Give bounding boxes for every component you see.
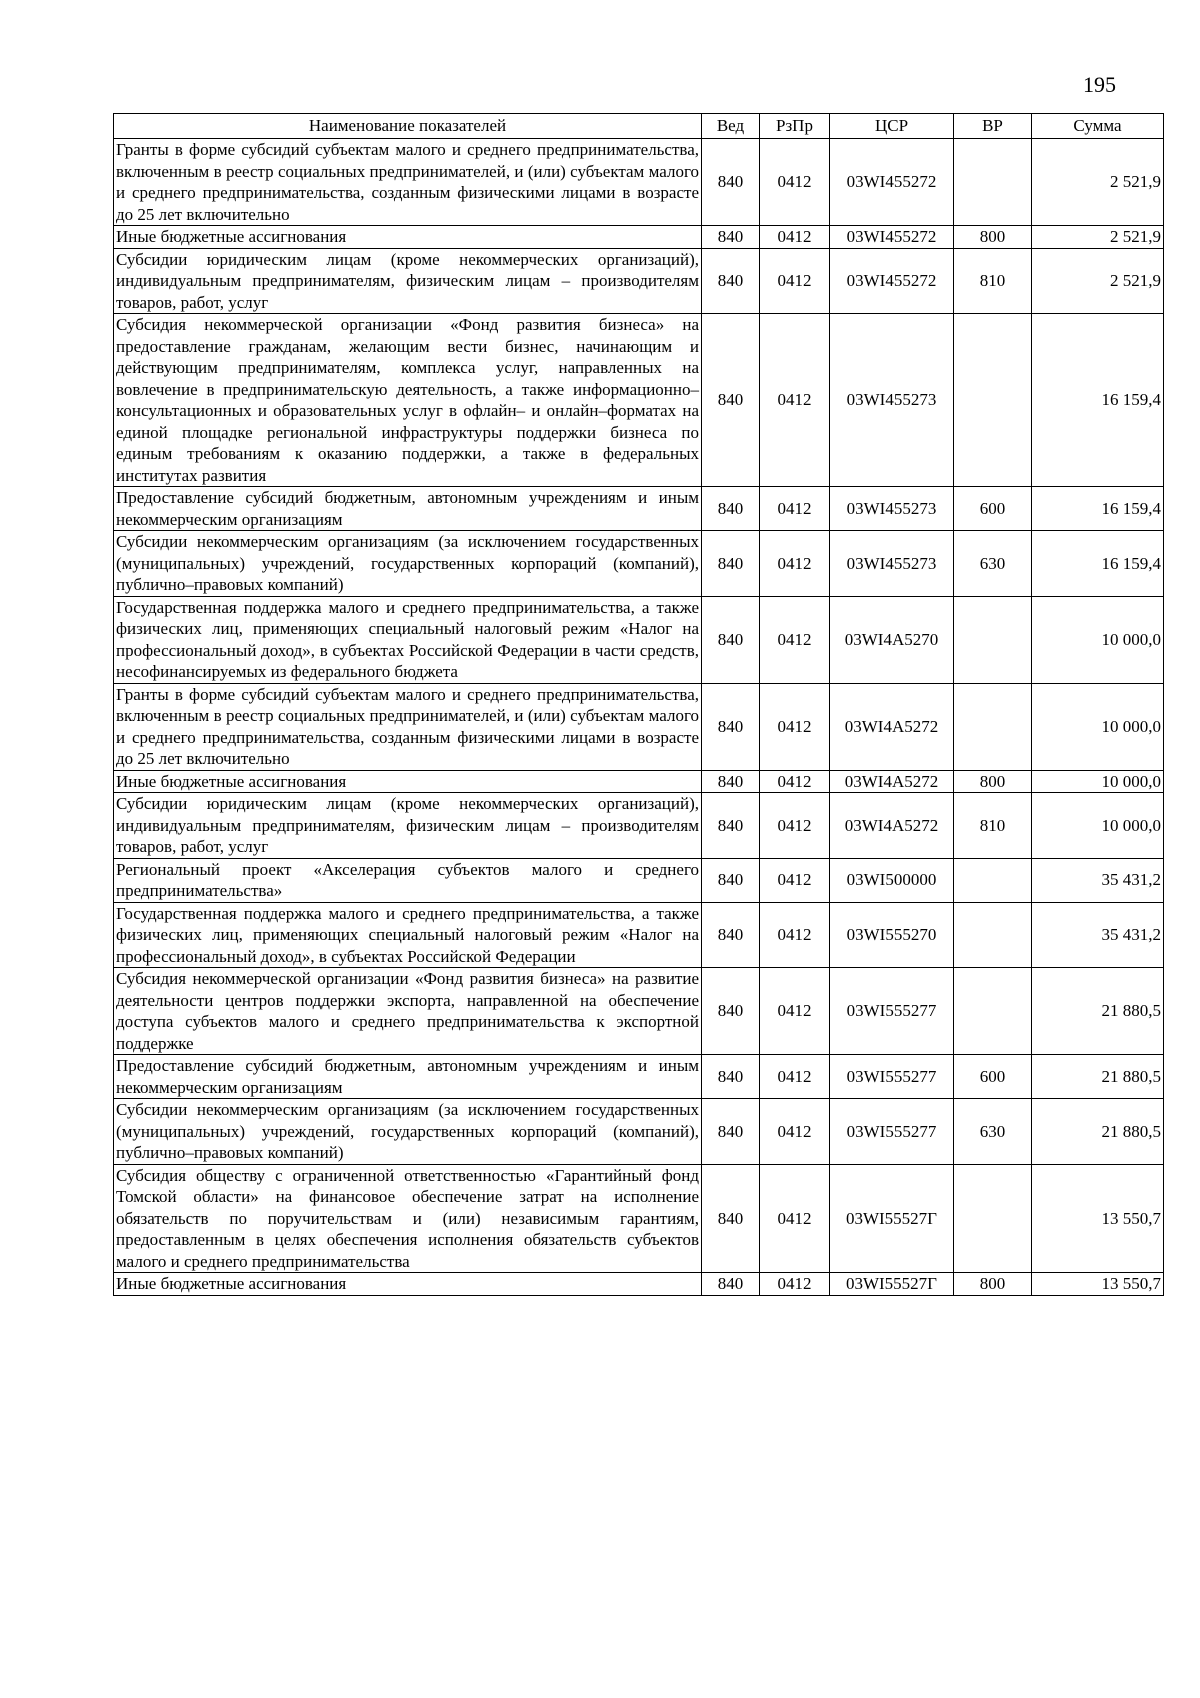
cell-vr: 810 xyxy=(954,793,1032,859)
cell-name: Гранты в форме субсидий субъектам малого и среднего предпринимательства, включенным в реестр социальных предпринимателей, и (или) субъектам малого и среднего предпринимательства, созданным физическими лицами в возрасте до 25 лет включительно xyxy=(114,139,702,226)
cell-rzpr: 0412 xyxy=(760,139,830,226)
cell-rzpr: 0412 xyxy=(760,1055,830,1099)
cell-csr: 03WI55527Г xyxy=(830,1164,954,1273)
cell-sum: 10 000,0 xyxy=(1032,683,1164,770)
cell-ved: 840 xyxy=(702,596,760,683)
cell-vr xyxy=(954,683,1032,770)
cell-sum: 13 550,7 xyxy=(1032,1164,1164,1273)
table-row xyxy=(114,248,1164,314)
cell-rzpr: 0412 xyxy=(760,683,830,770)
table-row xyxy=(114,902,1164,968)
cell-ved: 840 xyxy=(702,968,760,1055)
cell-sum: 16 159,4 xyxy=(1032,531,1164,597)
cell-rzpr: 0412 xyxy=(760,531,830,597)
cell-rzpr: 0412 xyxy=(760,226,830,249)
table-row xyxy=(114,226,1164,249)
cell-sum: 2 521,9 xyxy=(1032,226,1164,249)
cell-csr: 03WI555277 xyxy=(830,1055,954,1099)
cell-sum: 16 159,4 xyxy=(1032,487,1164,531)
cell-ved: 840 xyxy=(702,1055,760,1099)
table-row xyxy=(114,683,1164,770)
cell-sum: 10 000,0 xyxy=(1032,596,1164,683)
cell-rzpr: 0412 xyxy=(760,487,830,531)
cell-sum: 13 550,7 xyxy=(1032,1273,1164,1296)
header-ved: Вед xyxy=(702,114,760,139)
cell-csr: 03WI4A5272 xyxy=(830,770,954,793)
cell-vr xyxy=(954,902,1032,968)
cell-vr: 800 xyxy=(954,226,1032,249)
cell-rzpr: 0412 xyxy=(760,1099,830,1165)
cell-name: Региональный проект «Акселерация субъектов малого и среднего предпринимательства» xyxy=(114,858,702,902)
cell-vr: 810 xyxy=(954,248,1032,314)
cell-csr: 03WI4A5270 xyxy=(830,596,954,683)
table-row xyxy=(114,531,1164,597)
cell-ved: 840 xyxy=(702,139,760,226)
table-row xyxy=(114,968,1164,1055)
cell-sum: 21 880,5 xyxy=(1032,1099,1164,1165)
cell-csr: 03WI455273 xyxy=(830,531,954,597)
cell-sum: 16 159,4 xyxy=(1032,314,1164,487)
cell-vr: 800 xyxy=(954,770,1032,793)
cell-ved: 840 xyxy=(702,248,760,314)
cell-name: Субсидии некоммерческим организациям (за исключением государственных (муниципальных) учреждений, государственных корпораций (компаний), публично–правовых компаний) xyxy=(114,1099,702,1165)
cell-csr: 03WI455272 xyxy=(830,139,954,226)
cell-csr: 03WI55527Г xyxy=(830,1273,954,1296)
cell-vr xyxy=(954,1164,1032,1273)
cell-ved: 840 xyxy=(702,1099,760,1165)
cell-ved: 840 xyxy=(702,487,760,531)
cell-rzpr: 0412 xyxy=(760,596,830,683)
cell-name: Государственная поддержка малого и среднего предпринимательства, а также физических лиц, применяющих специальный налоговый режим «Налог на профессиональный доход», в субъектах Российской Федерации в части средств, несофинансируемых из федерального бюджета xyxy=(114,596,702,683)
table-header-row xyxy=(114,114,1164,139)
cell-ved: 840 xyxy=(702,858,760,902)
cell-name: Субсидия некоммерческой организации «Фонд развития бизнеса» на предоставление гражданам, желающим вести бизнес, начинающим и действующим предпринимателям, комплекса услуг, направленных на вовлечение в предпринимательскую деятельность, а также информационно–консультационных и образовательных услуг в офлайн– и онлайн–форматах на единой площадке региональной инфраструктуры поддержки бизнеса по единым требованиям к оказанию поддержки, а также в федеральных институтах развития xyxy=(114,314,702,487)
header-name: Наименование показателей xyxy=(114,114,702,139)
cell-rzpr: 0412 xyxy=(760,770,830,793)
header-rzpr: РзПр xyxy=(760,114,830,139)
budget-table xyxy=(113,113,1164,1296)
cell-ved: 840 xyxy=(702,902,760,968)
table-row xyxy=(114,1273,1164,1296)
cell-vr: 600 xyxy=(954,487,1032,531)
cell-name: Субсидии юридическим лицам (кроме некоммерческих организаций), индивидуальным предпринимателям, физическим лицам – производителям товаров, работ, услуг xyxy=(114,248,702,314)
header-csr: ЦСР xyxy=(830,114,954,139)
cell-vr xyxy=(954,314,1032,487)
cell-csr: 03WI4A5272 xyxy=(830,683,954,770)
cell-name: Государственная поддержка малого и среднего предпринимательства, а также физических лиц, применяющих специальный налоговый режим «Налог на профессиональный доход», в субъектах Российской Федерации xyxy=(114,902,702,968)
cell-name: Субсидии юридическим лицам (кроме некоммерческих организаций), индивидуальным предпринимателям, физическим лицам – производителям товаров, работ, услуг xyxy=(114,793,702,859)
cell-name: Иные бюджетные ассигнования xyxy=(114,226,702,249)
cell-name: Субсидия некоммерческой организации «Фонд развития бизнеса» на развитие деятельности центров поддержки экспорта, направленной на обеспечение доступа субъектов малого и среднего предпринимательства к экспортной поддержке xyxy=(114,968,702,1055)
table-row xyxy=(114,487,1164,531)
cell-rzpr: 0412 xyxy=(760,902,830,968)
table-row xyxy=(114,314,1164,487)
cell-csr: 03WI555277 xyxy=(830,968,954,1055)
cell-vr xyxy=(954,968,1032,1055)
cell-rzpr: 0412 xyxy=(760,314,830,487)
cell-rzpr: 0412 xyxy=(760,968,830,1055)
cell-sum: 2 521,9 xyxy=(1032,139,1164,226)
cell-csr: 03WI455273 xyxy=(830,314,954,487)
cell-vr: 800 xyxy=(954,1273,1032,1296)
cell-sum: 10 000,0 xyxy=(1032,770,1164,793)
cell-ved: 840 xyxy=(702,531,760,597)
cell-name: Предоставление субсидий бюджетным, автономным учреждениям и иным некоммерческим организациям xyxy=(114,1055,702,1099)
cell-ved: 840 xyxy=(702,1164,760,1273)
cell-rzpr: 0412 xyxy=(760,1273,830,1296)
cell-ved: 840 xyxy=(702,314,760,487)
cell-rzpr: 0412 xyxy=(760,248,830,314)
table-row xyxy=(114,1055,1164,1099)
table-row xyxy=(114,858,1164,902)
cell-vr xyxy=(954,858,1032,902)
cell-name: Гранты в форме субсидий субъектам малого и среднего предпринимательства, включенным в реестр социальных предпринимателей, и (или) субъектам малого и среднего предпринимательства, созданным физическими лицами в возрасте до 25 лет включительно xyxy=(114,683,702,770)
cell-name: Предоставление субсидий бюджетным, автономным учреждениям и иным некоммерческим организациям xyxy=(114,487,702,531)
cell-csr: 03WI455272 xyxy=(830,226,954,249)
cell-vr xyxy=(954,139,1032,226)
cell-vr xyxy=(954,596,1032,683)
cell-ved: 840 xyxy=(702,770,760,793)
cell-csr: 03WI555270 xyxy=(830,902,954,968)
cell-vr: 630 xyxy=(954,531,1032,597)
cell-vr: 600 xyxy=(954,1055,1032,1099)
header-vr: ВР xyxy=(954,114,1032,139)
cell-ved: 840 xyxy=(702,683,760,770)
cell-ved: 840 xyxy=(702,226,760,249)
cell-csr: 03WI455273 xyxy=(830,487,954,531)
table-row xyxy=(114,793,1164,859)
header-sum: Сумма xyxy=(1032,114,1164,139)
cell-sum: 2 521,9 xyxy=(1032,248,1164,314)
cell-csr: 03WI555277 xyxy=(830,1099,954,1165)
cell-csr: 03WI455272 xyxy=(830,248,954,314)
cell-name: Субсидии некоммерческим организациям (за исключением государственных (муниципальных) учреждений, государственных корпораций (компаний), публично–правовых компаний) xyxy=(114,531,702,597)
table-row xyxy=(114,1164,1164,1273)
table-row xyxy=(114,139,1164,226)
cell-csr: 03WI4A5272 xyxy=(830,793,954,859)
cell-ved: 840 xyxy=(702,793,760,859)
cell-sum: 21 880,5 xyxy=(1032,968,1164,1055)
cell-sum: 10 000,0 xyxy=(1032,793,1164,859)
table-row xyxy=(114,596,1164,683)
page-number: 195 xyxy=(1083,72,1116,97)
cell-sum: 35 431,2 xyxy=(1032,902,1164,968)
table-row xyxy=(114,770,1164,793)
cell-name: Иные бюджетные ассигнования xyxy=(114,1273,702,1296)
cell-rzpr: 0412 xyxy=(760,858,830,902)
cell-sum: 21 880,5 xyxy=(1032,1055,1164,1099)
cell-name: Субсидия обществу с ограниченной ответственностью «Гарантийный фонд Томской области» на финансовое обеспечение затрат на исполнение обязательств по поручительствам и (или) независимым гарантиям, предоставленным в целях обеспечения исполнения обязательств субъектов малого и среднего предпринимательства xyxy=(114,1164,702,1273)
cell-rzpr: 0412 xyxy=(760,1164,830,1273)
cell-vr: 630 xyxy=(954,1099,1032,1165)
table-row xyxy=(114,1099,1164,1165)
cell-csr: 03WI500000 xyxy=(830,858,954,902)
cell-sum: 35 431,2 xyxy=(1032,858,1164,902)
cell-name: Иные бюджетные ассигнования xyxy=(114,770,702,793)
cell-rzpr: 0412 xyxy=(760,793,830,859)
cell-ved: 840 xyxy=(702,1273,760,1296)
